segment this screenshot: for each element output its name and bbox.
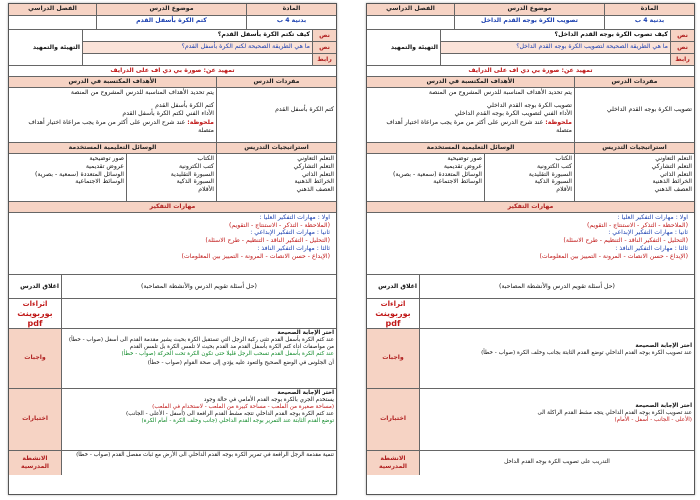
skill-line: ثانيا : مهارات التفكير الإبداعي : — [250, 229, 330, 237]
note-text: عند شرح الدرس على أكثر من مرة يجب مراعاة اختيار أهداف متصلة — [28, 119, 214, 134]
closing-label: اغلاق الدرس — [378, 282, 417, 290]
test-line: (مساحة صغيرة من الملعب - مساحة كبيرة من الملعب - لاستخدام في الملعب) — [152, 403, 334, 410]
semester-label: الفصل الدراسي — [386, 5, 435, 12]
subject-label: المادة — [604, 4, 694, 15]
strategy-item: التعلم التشاركي — [293, 162, 334, 170]
skills-header: مهارات التفكير — [367, 202, 694, 212]
strategy-item: العصف الذهني — [654, 186, 692, 193]
tests-label: اختبارات — [367, 389, 419, 450]
skill-line: ثانيا : مهارات التفكير الإبداعي : — [608, 229, 688, 237]
intro-label: التهيئة والتمهيد — [32, 43, 80, 51]
skill-line: (التحليل - التفكير الناقد - التنظيم - طرح الاسئلة) — [563, 237, 688, 244]
goals-header: الأهداف المكتسبة في الدرس — [426, 78, 515, 85]
skill-line: (الإبداع - حسن الانصات - المرونة - التمييز بين المعلومات) — [539, 252, 688, 260]
prep-text: تمهيد عن: صورة بي دي اف على الدرايف — [110, 67, 235, 74]
tool-item: الوسائط الاجتماعية — [75, 178, 124, 186]
intro-ans-label: نص — [313, 42, 336, 54]
tool-item: عروض تقديمية — [85, 162, 124, 170]
reading-value: بوربوينت pdf — [17, 308, 53, 328]
test-line: اختر الإجابة الصحيحة — [277, 389, 334, 396]
strategies-header: استراتيجيات التدريس — [216, 143, 336, 153]
note-text: عند شرح الدرس على أكثر من مرة يجب مراعاة اختيار أهداف متصلة — [386, 119, 572, 134]
hw-line: أن الجلوس في الوضع الصحيح والتعود عليه يؤدي إلى صحة القوام (صواب - خطأ) — [147, 359, 334, 366]
topic-value: تصويب الكرة بوجه القدم الداخل — [454, 16, 604, 29]
vocab-header: مفردات الدرس — [574, 77, 694, 87]
grade-value: بدنية 4 ب — [246, 16, 336, 29]
goal-item: الأداء الفني لتصويب الكرة بوجه القدم الداخلي — [454, 109, 572, 117]
test-line: يستخدم الجري بالكرة بوجه القدم الأمامي في حالة وجود — [203, 396, 334, 403]
tool-item: السبورة التقليدية — [170, 170, 214, 178]
intro-question: كيف تصوب الكرة بوجه القدم الداخل؟ — [441, 30, 670, 42]
tool-item: كتب الكترونية — [536, 162, 572, 170]
grade-value: بدنية 4 ب — [604, 16, 694, 29]
tool-item: عروض تقديمية — [443, 162, 482, 170]
semester-label: الفصل الدراسي — [28, 5, 77, 12]
vocab-header: مفردات الدرس — [216, 77, 336, 87]
test-line: عند كتم الكرة بوجه القدم الداخلي تتجه مشط القدم الرافعة الى (أسفل - الأعلى - الجانب) — [126, 410, 334, 417]
strategy-item: التعلم التشاركي — [651, 162, 692, 170]
hw-line: عند كتم الكرة بأسفل القدم تسحب الرجل قليلا حتى تكون الكرة تحت الحركة (صواب - خطأ) — [121, 350, 334, 357]
vocab-value: كتم الكرة بأسفل القدم — [216, 88, 336, 142]
strategy-item: التعلم التعاوني — [655, 155, 692, 162]
skill-line: (الملاحظة - التذكر - الاستنتاج - التقويم) — [586, 221, 688, 229]
lesson-plan-page-left — [8, 3, 337, 495]
tool-item: السبورة التقليدية — [528, 170, 572, 178]
tool-item: صور توضيحية — [447, 155, 482, 162]
skill-line: (الملاحظة - التذكر - الاستنتاج - التقويم) — [228, 221, 330, 229]
hw-line: عند كتم الكرة بأسفل القدم تثنى ركبة الرجل التي تستقبل الكرة بحيث يشير مقدمة القدم الى أسفل (صواب - خطأ) — [68, 336, 334, 343]
intro-question: كيف تكتم الكرة بأسفل القدم؟ — [83, 30, 312, 42]
strategy-item: التعلم الذاتي — [659, 170, 692, 178]
intro-q-label: نص — [671, 30, 694, 42]
skill-line: اولا : مهارات التفكير العليا : — [617, 213, 688, 221]
topic-label: موضوع الدرس — [454, 4, 604, 15]
reading-value: بوربوينت pdf — [375, 308, 411, 328]
tool-item: الوسائط الاجتماعية — [433, 178, 482, 186]
tool-item: الوسائل المتعددة (سمعية - بصرية) — [35, 170, 124, 178]
note-label: ملحوظة: — [545, 119, 572, 127]
intro-answer: ما هي الطريقة الصحيحة لتصويب الكرة بوجه القدم الداخل؟ — [441, 42, 670, 54]
tests-label: اختبارات — [9, 389, 61, 450]
strategy-item: الخرائط الذهنية — [294, 178, 334, 186]
skill-line: ثالثا : مهارات التفكير النافذ : — [257, 244, 330, 252]
activity-label: الانشطة المدرسية — [9, 451, 61, 475]
activity-label: الانشطة المدرسية — [367, 451, 419, 475]
activity-text: تنمية مقدمة الرجل الرافعة في تمرير الكرة بوجه القدم الداخلي الى الأرض مع ثبات مفصل القدم (صواب - خطأ) — [61, 451, 336, 475]
goals-header: الأهداف المكتسبة في الدرس — [68, 78, 157, 85]
intro-q-label: نص — [313, 30, 336, 42]
tool-item: الكتاب — [555, 155, 572, 162]
hw-line: من مواصفات اداء كتم الكرة بأسفل القدم مد القدم بحيث لا تلمس الكرة بل تلمس القدم — [129, 343, 334, 350]
tools-header: الوسائل التعليمية المستخدمة — [68, 144, 157, 151]
strategy-item: التعلم الذاتي — [301, 170, 334, 178]
hw-line: اختر الإجابة الصحيحة — [635, 342, 692, 349]
activity-text: التدريب على تصويب الكرة بوجه القدم الداخل — [419, 451, 694, 475]
test-line: (الأعلى - الجانب - أسفل - الأمام) — [614, 416, 692, 423]
hw-line: اختر الإجابة الصحيحة — [277, 329, 334, 336]
closing-label: اغلاق الدرس — [20, 282, 59, 290]
lesson-plan-page-right — [366, 3, 695, 495]
skill-line: اولا : مهارات التفكير العليا : — [259, 213, 330, 221]
goal-item: يتم تحديد الأهداف المناسبة للدرس المشروح من المنصة — [428, 89, 572, 96]
reading-label: اثراءات — [22, 299, 48, 308]
note-label: ملحوظة: — [187, 119, 214, 127]
closing-text: (حل أسئلة تقويم الدرس والأنشطة المصاحبة) — [61, 275, 336, 298]
strategy-item: العصف الذهني — [296, 186, 334, 193]
closing-text: (حل أسئلة تقويم الدرس والأنشطة المصاحبة) — [419, 275, 694, 298]
tools-header: الوسائل التعليمية المستخدمة — [426, 144, 515, 151]
skills-header: مهارات التفكير — [9, 202, 336, 212]
tool-item: الأقلام — [556, 186, 572, 193]
tool-item: السبورة الذكية — [176, 178, 214, 186]
strategies-header: استراتيجيات التدريس — [574, 143, 694, 153]
strategy-item: الخرائط الذهنية — [652, 178, 692, 186]
tool-item: السبورة الذكية — [534, 178, 572, 186]
intro-label: التهيئة والتمهيد — [390, 43, 438, 51]
intro-answer: ما هي الطريقة الصحيحة لكتم الكرة بأسفل القدم؟ — [83, 42, 312, 54]
intro-link-label: رابط — [671, 54, 694, 65]
hw-label: واجبات — [367, 329, 419, 388]
intro-link-label: رابط — [313, 54, 336, 65]
skill-line: (التحليل - التفكير الناقد - التنظيم - طرح الاسئلة) — [205, 237, 330, 244]
strategy-item: التعلم التعاوني — [297, 155, 334, 162]
tool-item: الكتاب — [197, 155, 214, 162]
subject-label: المادة — [246, 4, 336, 15]
vocab-value: تصويب الكرة بوجه القدم الداخلي — [574, 88, 694, 142]
reading-label: اثراءات — [380, 299, 406, 308]
skill-line: ثالثا : مهارات التفكير النافذ : — [615, 244, 688, 252]
skill-line: (الإبداع - حسن الانصات - المرونة - التمييز بين المعلومات) — [181, 252, 330, 260]
test-line: توضع القدم الثابتة عند التمرير بوجه القدم الداخلي (جانب وخلف الكرة - أمام الكرة) — [141, 417, 334, 424]
tool-item: صور توضيحية — [89, 155, 124, 162]
goal-item: تصويب الكرة بوجه القدم الداخلي — [486, 101, 572, 109]
topic-value: كتم الكرة بأسفل القدم — [96, 16, 246, 29]
hw-label: واجبات — [9, 329, 61, 388]
tool-item: كتب الكترونية — [178, 162, 214, 170]
goal-item: الأداء الفني لكتم الكرة بأسفل القدم — [122, 109, 214, 117]
goal-item: يتم تحديد الأهداف المناسبة للدرس المشروح من المنصة — [70, 89, 214, 96]
intro-ans-label: نص — [671, 42, 694, 54]
prep-text: تمهيد عن: صورة بي دي اف على الدرايف — [468, 67, 593, 74]
tool-item: الأقلام — [198, 186, 214, 193]
goal-item: كتم الكرة بأسفل القدم — [155, 101, 214, 109]
topic-label: موضوع الدرس — [96, 4, 246, 15]
test-line: اختر الإجابة الصحيحة — [635, 402, 692, 409]
test-line: عند تصويب الكرة بوجه القدم الداخلي يتجه مشط القدم الراكلة الى — [537, 409, 692, 416]
tool-item: الوسائل المتعددة (سمعية - بصرية) — [393, 170, 482, 178]
hw-line: عند تصويب الكرة بوجه القدم الداخلي توضع القدم الثابتة بجانب وخلف الكرة (صواب - خطأ) — [481, 349, 692, 356]
